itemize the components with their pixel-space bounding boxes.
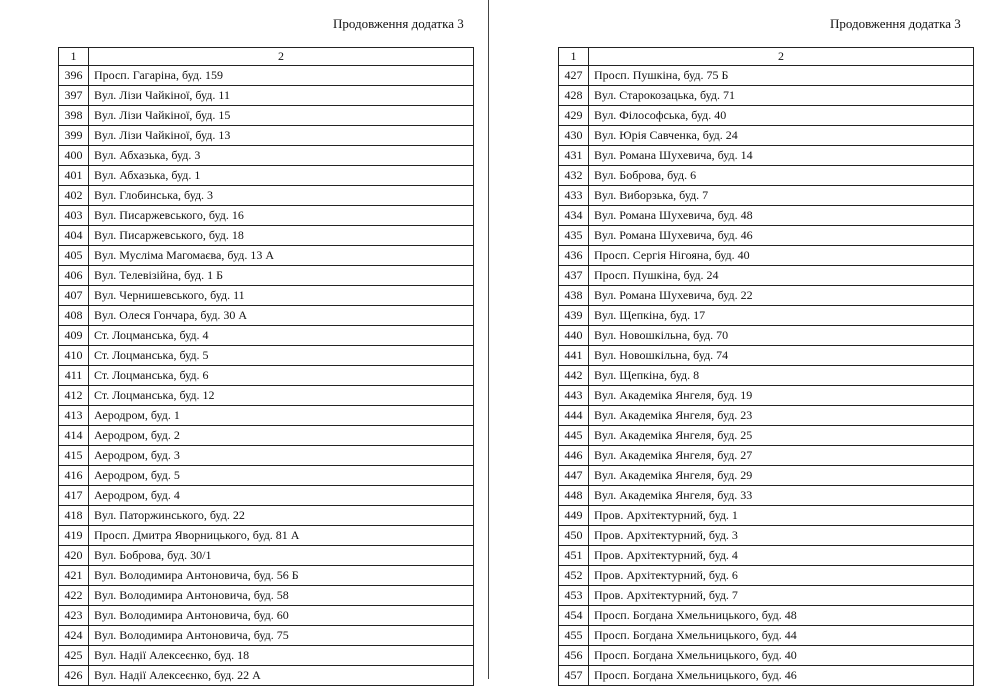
row-address: Вул. Володимира Антоновича, буд. 75	[94, 628, 289, 642]
row-address: Вул. Писаржевського, буд. 16	[94, 208, 244, 222]
row-number: 420	[59, 546, 89, 565]
row-address: Вул. Виборзька, буд. 7	[594, 188, 709, 202]
row-address: Вул. Лізи Чайкіної, буд. 13	[94, 128, 231, 142]
row-number: 406	[59, 266, 89, 285]
row-number: 452	[559, 566, 589, 585]
table-row	[559, 166, 973, 186]
row-number: 400	[59, 146, 89, 165]
row-address: Просп. Богдана Хмельницького, буд. 44	[594, 628, 797, 642]
row-number: 430	[559, 126, 589, 145]
left-page	[0, 0, 488, 682]
table-row	[559, 386, 973, 406]
row-number: 428	[559, 86, 589, 105]
row-number: 435	[559, 226, 589, 245]
row-number: 446	[559, 446, 589, 465]
table-row	[59, 566, 473, 586]
row-address: Вул. Юрія Савченка, буд. 24	[594, 128, 738, 142]
table-row	[559, 666, 973, 686]
table-row	[59, 406, 473, 426]
table-row	[559, 566, 973, 586]
row-number: 445	[559, 426, 589, 445]
row-address: Ст. Лоцманська, буд. 5	[94, 348, 209, 362]
page-divider	[488, 0, 489, 679]
row-address: Просп. Пушкіна, буд. 24	[594, 268, 719, 282]
row-number: 409	[59, 326, 89, 345]
table-row	[59, 486, 473, 506]
right-page	[490, 0, 981, 682]
table-header-row	[59, 47, 473, 66]
row-address: Вул. Романа Шухевича, буд. 22	[594, 288, 753, 302]
row-address: Вул. Володимира Антоновича, буд. 58	[94, 588, 289, 602]
row-address: Вул. Старокозацька, буд. 71	[594, 88, 736, 102]
right-page-caption: Продовження додатка 3	[830, 16, 961, 31]
row-address: Вул. Писаржевського, буд. 18	[94, 228, 244, 242]
row-address: Пров. Архітектурний, буд. 1	[594, 508, 738, 522]
row-number: 407	[59, 286, 89, 305]
row-number: 423	[59, 606, 89, 625]
row-number: 429	[559, 106, 589, 125]
row-address: Вул. Абхазька, буд. 3	[94, 148, 201, 162]
row-number: 412	[59, 386, 89, 405]
row-address: Вул. Романа Шухевича, буд. 48	[594, 208, 753, 222]
row-number: 402	[59, 186, 89, 205]
row-address: Просп. Богдана Хмельницького, буд. 46	[594, 668, 797, 682]
row-number: 415	[59, 446, 89, 465]
table-row	[59, 546, 473, 566]
row-address: Ст. Лоцманська, буд. 6	[94, 368, 209, 382]
row-number: 421	[59, 566, 89, 585]
row-address: Аеродром, буд. 5	[94, 468, 180, 482]
table-row	[559, 546, 973, 566]
row-number: 403	[59, 206, 89, 225]
table-row	[559, 246, 973, 266]
row-address: Вул. Академіка Янгеля, буд. 33	[594, 488, 753, 502]
table-row	[559, 206, 973, 226]
row-number: 440	[559, 326, 589, 345]
row-number: 396	[59, 66, 89, 85]
table-row	[59, 506, 473, 526]
table-row	[59, 326, 473, 346]
row-number: 405	[59, 246, 89, 265]
row-address: Вул. Лізи Чайкіної, буд. 11	[94, 88, 230, 102]
table-row	[559, 646, 973, 666]
table-row	[59, 166, 473, 186]
row-address: Аеродром, буд. 3	[94, 448, 180, 462]
row-address: Пров. Архітектурний, буд. 3	[594, 528, 738, 542]
row-address: Пров. Архітектурний, буд. 6	[594, 568, 738, 582]
row-address: Вул. Боброва, буд. 30/1	[94, 548, 212, 562]
row-address: Вул. Романа Шухевича, буд. 46	[594, 228, 753, 242]
row-address: Вул. Академіка Янгеля, буд. 29	[594, 468, 753, 482]
row-address: Вул. Щепкіна, буд. 8	[594, 368, 700, 382]
row-number: 453	[559, 586, 589, 605]
row-number: 432	[559, 166, 589, 185]
table-row	[559, 86, 973, 106]
row-number: 442	[559, 366, 589, 385]
table-row	[59, 306, 473, 326]
table-row	[559, 406, 973, 426]
row-number: 399	[59, 126, 89, 145]
row-number: 414	[59, 426, 89, 445]
table-row	[59, 126, 473, 146]
row-number: 416	[59, 466, 89, 485]
row-number: 437	[559, 266, 589, 285]
table-row	[59, 446, 473, 466]
table-row	[559, 146, 973, 166]
row-address: Вул. Новошкільна, буд. 74	[594, 348, 729, 362]
row-address: Ст. Лоцманська, буд. 4	[94, 328, 209, 342]
row-number: 398	[59, 106, 89, 125]
row-address: Вул. Мусліма Магомаєва, буд. 13 А	[94, 248, 275, 262]
row-address: Вул. Абхазька, буд. 1	[94, 168, 201, 182]
header-col-2: 2	[778, 49, 784, 63]
row-address: Вул. Академіка Янгеля, буд. 19	[594, 388, 753, 402]
row-number: 422	[59, 586, 89, 605]
table-row	[559, 306, 973, 326]
row-address: Вул. Академіка Янгеля, буд. 27	[594, 448, 753, 462]
row-number: 439	[559, 306, 589, 325]
row-address: Вул. Новошкільна, буд. 70	[594, 328, 729, 342]
table-row	[59, 606, 473, 626]
table-row	[559, 186, 973, 206]
table-row	[59, 66, 473, 86]
row-number: 417	[59, 486, 89, 505]
table-row	[559, 326, 973, 346]
row-number: 449	[559, 506, 589, 525]
table-row	[59, 466, 473, 486]
table-row	[59, 586, 473, 606]
row-number: 443	[559, 386, 589, 405]
left-page-caption: Продовження додатка 3	[333, 16, 464, 31]
row-address: Вул. Щепкіна, буд. 17	[594, 308, 706, 322]
table-row	[59, 666, 473, 686]
table-row	[59, 646, 473, 666]
row-number: 410	[59, 346, 89, 365]
table-row	[559, 366, 973, 386]
table-row	[559, 486, 973, 506]
table-header-row	[559, 47, 973, 66]
row-number: 447	[559, 466, 589, 485]
row-number: 404	[59, 226, 89, 245]
row-number: 426	[59, 666, 89, 685]
row-number: 434	[559, 206, 589, 225]
row-number: 408	[59, 306, 89, 325]
table-row	[59, 366, 473, 386]
row-address: Вул. Боброва, буд. 6	[594, 168, 697, 182]
row-address: Аеродром, буд. 4	[94, 488, 180, 502]
table-row	[559, 346, 973, 366]
row-address: Просп. Дмитра Яворницького, буд. 81 А	[94, 528, 300, 542]
row-number: 450	[559, 526, 589, 545]
row-number: 425	[59, 646, 89, 665]
row-number: 401	[59, 166, 89, 185]
row-address: Вул. Володимира Антоновича, буд. 56 Б	[94, 568, 299, 582]
table-row	[559, 506, 973, 526]
row-address: Вул. Лізи Чайкіної, буд. 15	[94, 108, 231, 122]
row-address: Вул. Чернишевського, буд. 11	[94, 288, 245, 302]
table-row	[559, 226, 973, 246]
table-row	[559, 466, 973, 486]
row-number: 397	[59, 86, 89, 105]
header-col-2: 2	[278, 49, 284, 63]
row-number: 436	[559, 246, 589, 265]
left-address-table	[58, 47, 474, 686]
table-row	[59, 146, 473, 166]
row-address: Просп. Гагаріна, буд. 159	[94, 68, 224, 82]
table-row	[559, 106, 973, 126]
row-address: Просп. Сергія Нігояна, буд. 40	[594, 248, 750, 262]
table-row	[59, 206, 473, 226]
table-row	[59, 226, 473, 246]
row-address: Вул. Олеся Гончара, буд. 30 А	[94, 308, 248, 322]
table-row	[59, 246, 473, 266]
row-address: Вул. Романа Шухевича, буд. 14	[594, 148, 753, 162]
row-number: 419	[59, 526, 89, 545]
row-number: 444	[559, 406, 589, 425]
table-row	[59, 186, 473, 206]
row-address: Ст. Лоцманська, буд. 12	[94, 388, 215, 402]
row-address: Вул. Філософська, буд. 40	[594, 108, 727, 122]
table-row	[59, 266, 473, 286]
table-row	[559, 426, 973, 446]
row-number: 418	[59, 506, 89, 525]
row-number: 448	[559, 486, 589, 505]
table-row	[559, 126, 973, 146]
row-address: Вул. Телевізійна, буд. 1 Б	[94, 268, 223, 282]
row-address: Пров. Архітектурний, буд. 4	[594, 548, 738, 562]
row-address: Вул. Володимира Антоновича, буд. 60	[94, 608, 289, 622]
table-row	[559, 526, 973, 546]
table-row	[59, 286, 473, 306]
row-number: 431	[559, 146, 589, 165]
row-address: Пров. Архітектурний, буд. 7	[594, 588, 738, 602]
row-address: Аеродром, буд. 2	[94, 428, 180, 442]
row-address: Просп. Богдана Хмельницького, буд. 48	[594, 608, 797, 622]
row-number: 427	[559, 66, 589, 85]
table-row	[59, 86, 473, 106]
row-address: Просп. Богдана Хмельницького, буд. 40	[594, 648, 797, 662]
row-number: 451	[559, 546, 589, 565]
table-row	[59, 426, 473, 446]
table-row	[559, 606, 973, 626]
table-row	[559, 66, 973, 86]
row-number: 457	[559, 666, 589, 685]
row-number: 413	[59, 406, 89, 425]
row-address: Вул. Надії Алексеєнко, буд. 22 А	[94, 668, 261, 682]
row-number: 456	[559, 646, 589, 665]
header-col-1: 1	[559, 48, 589, 65]
row-address: Вул. Академіка Янгеля, буд. 23	[594, 408, 753, 422]
row-number: 411	[59, 366, 89, 385]
row-number: 424	[59, 626, 89, 645]
row-address: Вул. Паторжинського, буд. 22	[94, 508, 245, 522]
row-number: 441	[559, 346, 589, 365]
right-address-table	[558, 47, 974, 686]
row-address: Вул. Академіка Янгеля, буд. 25	[594, 428, 753, 442]
table-row	[559, 286, 973, 306]
table-row	[59, 106, 473, 126]
table-row	[559, 266, 973, 286]
row-number: 433	[559, 186, 589, 205]
table-row	[559, 446, 973, 466]
row-address: Вул. Глобинська, буд. 3	[94, 188, 214, 202]
row-number: 455	[559, 626, 589, 645]
header-col-1: 1	[59, 48, 89, 65]
table-row	[559, 586, 973, 606]
row-number: 454	[559, 606, 589, 625]
table-row	[59, 346, 473, 366]
table-row	[559, 626, 973, 646]
table-row	[59, 626, 473, 646]
row-address: Просп. Пушкіна, буд. 75 Б	[594, 68, 729, 82]
row-address: Вул. Надії Алексеєнко, буд. 18	[94, 648, 250, 662]
row-number: 438	[559, 286, 589, 305]
row-address: Аеродром, буд. 1	[94, 408, 180, 422]
table-row	[59, 386, 473, 406]
table-row	[59, 526, 473, 546]
